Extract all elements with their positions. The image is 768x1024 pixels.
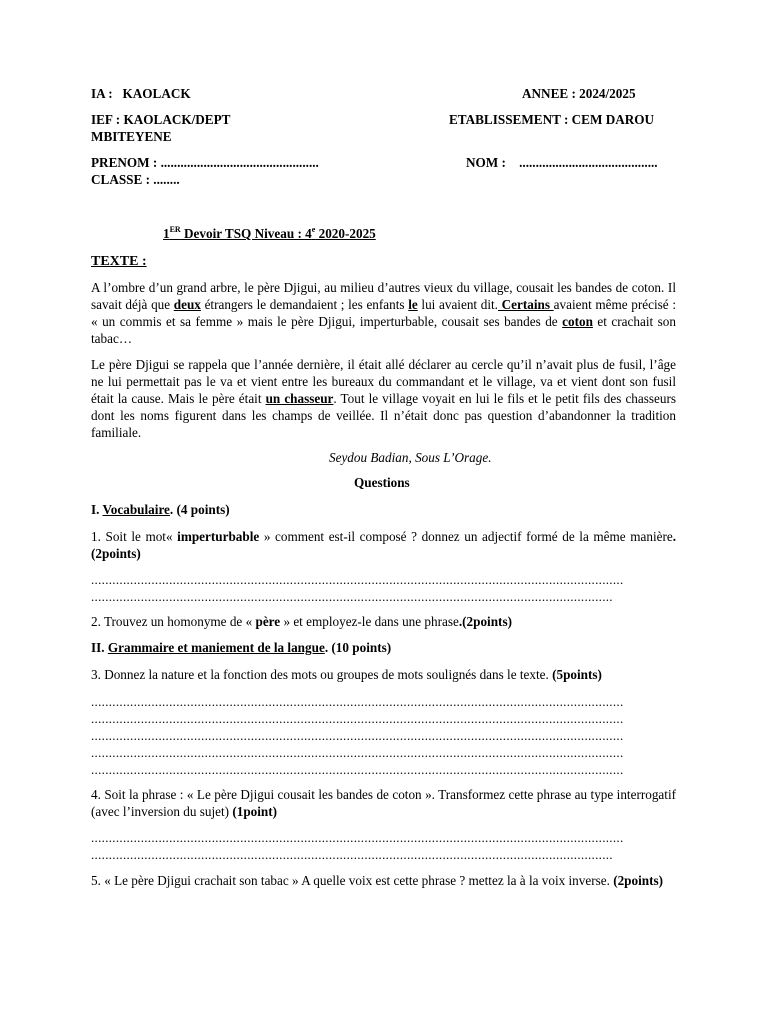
answer-line: ...................................................................................................................................................... — [91, 711, 624, 726]
title-superscript-1: ER — [169, 225, 181, 234]
ia-value: KAOLACK — [122, 86, 191, 101]
answer-line: ...................................................................................................................................................... — [91, 762, 624, 777]
answer-line: ...................................................................................................................................................... — [91, 694, 624, 709]
answer-line: ................................................................................................................................................... — [91, 847, 613, 862]
underlined-le: le — [408, 297, 418, 312]
section-1-number: I. — [91, 502, 103, 517]
section-2-points: . (10 points) — [324, 640, 392, 655]
q1-points: .(2points) — [91, 529, 676, 561]
section-1-points: . (4 points) — [169, 502, 230, 517]
q4-text: 4. Soit la phrase : « Le père Djigui cousait les bandes de coton ». Transformez cette phrase au type interrogatif (avec l’inversion du sujet) — [91, 787, 676, 819]
question-5 — [91, 872, 676, 889]
q2-points: .(2points) — [458, 614, 512, 629]
question-3 — [91, 667, 602, 683]
title-superscript-2: e — [311, 225, 316, 234]
questions-heading: Questions — [354, 475, 410, 490]
para2-text-1: Le père Djigui se rappela que l’année dernière, il était allé déclarer au cercle qu’il n’avait plus de fusil, l’âge ne lui permettait pas le va et vient entre les bureaux du commandant et le village, va et vient dont son fusil était la cause. Mais le père était — [91, 357, 676, 406]
para1-text-3: lui avaient dit. — [417, 297, 498, 312]
underlined-coton: coton — [562, 314, 593, 329]
classe-field: CLASSE : ........ — [91, 172, 180, 187]
nom-label: NOM : — [466, 155, 506, 170]
question-2 — [91, 614, 512, 630]
q1-text-1: 1. Soit le mot« — [91, 529, 178, 544]
nom-dots: .......................................... — [519, 155, 658, 170]
annee: ANNEE : 2024/2025 — [522, 86, 636, 101]
source-citation: Seydou Badian, Sous L’Orage. — [329, 450, 492, 465]
title-number: 1 — [163, 226, 170, 241]
texte-heading: TEXTE : — [91, 254, 147, 269]
underlined-un-chasseur: un chasseur — [265, 391, 334, 406]
answer-line: ...................................................................................................................................................... — [91, 572, 624, 587]
para1-text-4: avaient même précisé : « un commis et sa femme » mais le père Djigui, imperturbable, cousait ses bandes de — [91, 297, 676, 329]
q3-text: 3. Donnez la nature et la fonction des mots ou groupes de mots soulignés dans le texte. — [91, 667, 553, 682]
question-1 — [91, 528, 676, 562]
ia-line — [91, 86, 191, 102]
answer-line: ................................................................................................................................................... — [91, 589, 613, 604]
title-end: 2020-2025 — [315, 226, 376, 241]
para2-text-2: . Tout le village voyait en lui le fils et le petit fils des chasseurs dont les noms figurent dans les champs de veillée. Il n’était donc pas question d’abandonner la tradition familiale. — [91, 391, 676, 440]
para1-text-2: étrangers le demandaient ; les enfants — [200, 297, 409, 312]
para1-text-1: A l’ombre d’un grand arbre, le père Djigui, au milieu d’autres vieux du village, cousait les bandes de coton. Il savait déjà que — [91, 280, 676, 312]
q4-points: (1point) — [232, 804, 278, 819]
ief-continuation: MBITEYENE — [91, 129, 172, 144]
exam-title — [163, 226, 376, 242]
q2-word: père — [255, 614, 281, 629]
section-2-heading — [91, 640, 391, 656]
answer-line: ...................................................................................................................................................... — [91, 830, 624, 845]
answer-line: ...................................................................................................................................................... — [91, 745, 624, 760]
q3-points: (5points) — [552, 667, 602, 682]
ief: IEF : KAOLACK/DEPT — [91, 112, 231, 127]
q1-word: imperturbable — [177, 529, 260, 544]
title-middle: Devoir TSQ Niveau : 4 — [180, 226, 312, 241]
section-1-heading — [91, 502, 230, 518]
ia-label: IA : — [91, 86, 113, 101]
q2-text-2: » et employez-le dans une phrase — [280, 614, 459, 629]
paragraph-1 — [91, 279, 676, 347]
answer-line: ...................................................................................................................................................... — [91, 728, 624, 743]
nom-field — [466, 155, 658, 171]
underlined-deux: deux — [173, 297, 201, 312]
section-1-title: Vocabulaire — [102, 502, 170, 517]
etablissement: ETABLISSEMENT : CEM DAROU — [449, 112, 655, 127]
question-4 — [91, 786, 676, 820]
q2-text-1: 2. Trouvez un homonyme de « — [91, 614, 256, 629]
section-2-number: II. — [91, 640, 108, 655]
q5-text: 5. « Le père Djigui crachait son tabac » A quelle voix est cette phrase ? mettez la à la voix inverse. — [91, 873, 614, 888]
paragraph-2 — [91, 356, 676, 441]
prenom-field: PRENOM : ................................................ — [91, 155, 319, 170]
section-2-title: Grammaire et maniement de la langue — [107, 640, 325, 655]
q5-points: (2points) — [613, 873, 664, 888]
para1-text-5: et crachait son tabac… — [91, 314, 676, 346]
q1-text-2: » comment est-il composé ? donnez un adjectif formé de la même manière — [259, 529, 673, 544]
underlined-certains: Certains — [497, 297, 554, 312]
